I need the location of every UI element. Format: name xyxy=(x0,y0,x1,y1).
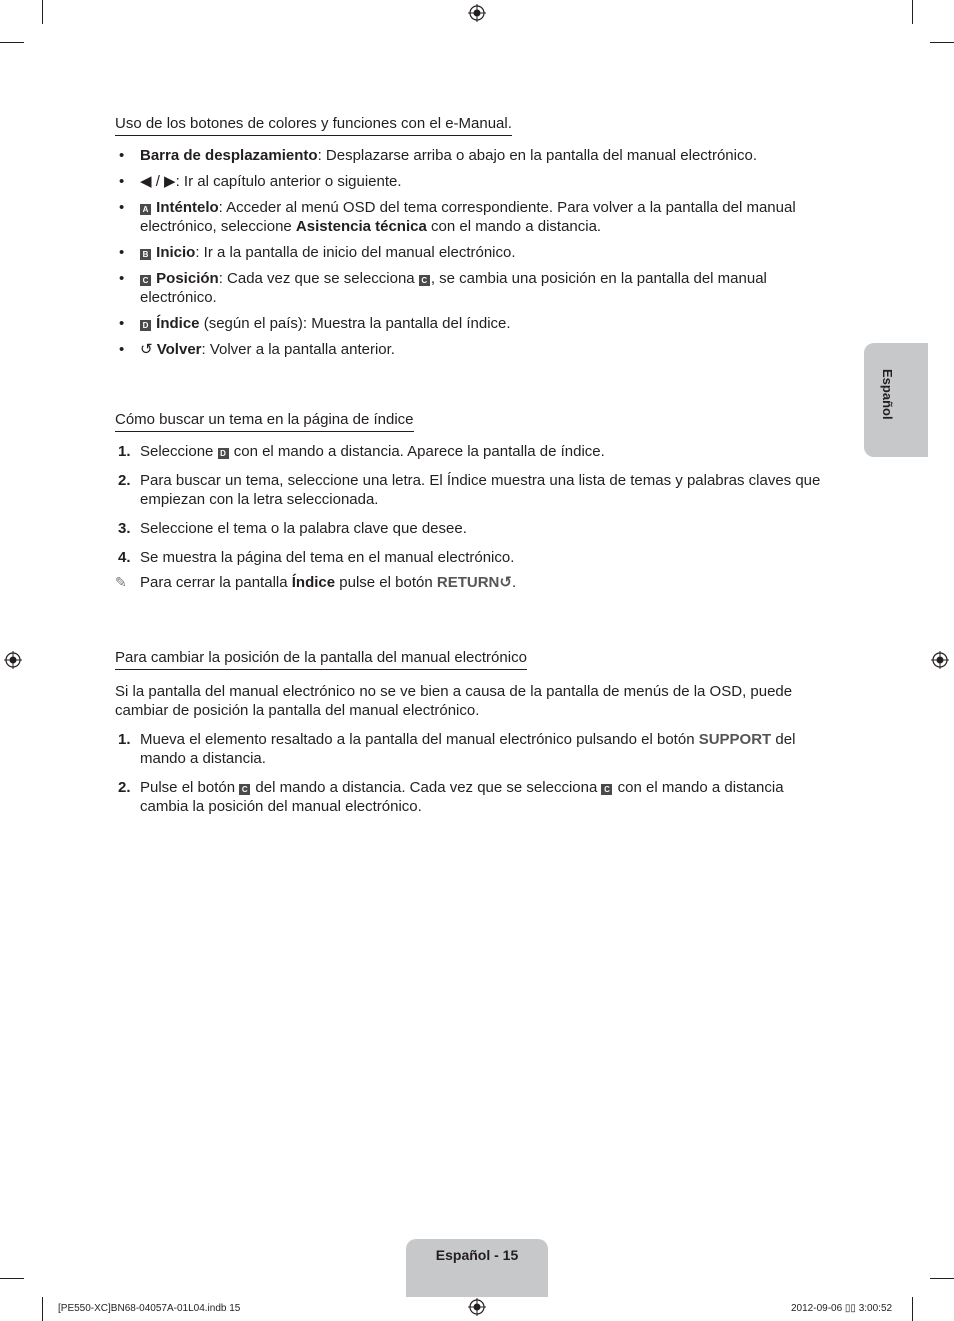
key-c-icon: C xyxy=(140,275,151,286)
key-d-icon: D xyxy=(140,320,151,331)
page-number-tab: Español - 15 xyxy=(406,1239,548,1297)
change-position-steps xyxy=(115,730,835,816)
language-side-tab xyxy=(864,343,928,457)
crop-mark xyxy=(912,1297,913,1321)
section-title-color-buttons: Uso de los botones de colores y funciones con el e-Manual. xyxy=(115,114,512,136)
crop-mark xyxy=(930,1278,954,1279)
footer-timestamp: 2012-09-06 ▯▯ 3:00:52 xyxy=(791,1303,893,1314)
section-title-index-search: Cómo buscar un tema en la página de índice xyxy=(115,410,414,432)
step-item: 2. Para buscar un tema, seleccione una letra. El Índice muestra una lista de temas y palabras claves que empiezan con la letra seleccionada. xyxy=(118,472,821,508)
left-right-arrows-icon: ◀ / ▶ xyxy=(140,173,176,190)
key-b-icon: B xyxy=(140,249,151,260)
crop-mark xyxy=(930,42,954,43)
crop-mark xyxy=(0,42,24,43)
footer-file-info: [PE550-XC]BN68-04057A-01L04.indb 15 xyxy=(58,1303,241,1314)
crop-mark xyxy=(0,1278,24,1279)
color-buttons-list xyxy=(115,146,835,359)
section-title-change-position: Para cambiar la posición de la pantalla del manual electrónico xyxy=(115,648,527,670)
registration-mark-icon xyxy=(468,1298,486,1316)
list-item: • C Posición: Cada vez que se selecciona C , se cambia una posición en la pantalla del manual electrónico. xyxy=(119,270,767,306)
list-item: • B Inicio: Ir a la pantalla de inicio del manual electrónico. xyxy=(119,244,516,261)
return-icon: ↺ xyxy=(140,341,153,358)
language-side-tab-label: Español xyxy=(880,369,895,420)
index-search-steps xyxy=(115,442,835,567)
intro-paragraph: Si la pantalla del manual electrónico no se ve bien a causa de la pantalla de menús de la OSD, puede cambiar de posición la pantalla del manual electrónico. xyxy=(115,683,793,719)
list-item: • ↺ Volver: Volver a la pantalla anterior. xyxy=(119,341,395,358)
crop-mark xyxy=(42,0,43,24)
key-c-icon: C xyxy=(239,784,250,795)
key-a-icon: A xyxy=(140,204,151,215)
step-item: 4. Se muestra la página del tema en el manual electrónico. xyxy=(118,549,515,566)
note-pencil-icon: ✎ xyxy=(115,574,127,590)
registration-mark-icon xyxy=(468,4,486,22)
key-d-icon: D xyxy=(218,448,229,459)
list-item: • ◀ / ▶: Ir al capítulo anterior o siguiente. xyxy=(119,173,402,190)
step-item: 3. Seleccione el tema o la palabra clave que desee. xyxy=(118,520,467,537)
step-item: 1. Mueva el elemento resaltado a la pantalla del manual electrónico pulsando el botón SUPPORT del mando a distancia. xyxy=(118,731,796,767)
key-c-icon: C xyxy=(419,275,430,286)
list-item: • D Índice (según el país): Muestra la pantalla del índice. xyxy=(119,315,511,332)
key-c-icon: C xyxy=(601,784,612,795)
registration-mark-icon xyxy=(931,651,949,669)
note: ✎ Para cerrar la pantalla Índice pulse el botón RETURN↺. xyxy=(115,574,517,591)
list-item: • A Inténtelo: Acceder al menú OSD del tema correspondiente. Para volver a la pantalla del manual electrónico, seleccione Asistencia técnica con el mando a distancia. xyxy=(119,199,796,235)
page-content xyxy=(115,114,835,826)
step-item: 2. Pulse el botón C del mando a distancia. Cada vez que se selecciona C con el mando a distancia cambia la posición del manual electrónico. xyxy=(118,779,784,815)
registration-mark-icon xyxy=(4,651,22,669)
list-item: • Barra de desplazamiento: Desplazarse arriba o abajo en la pantalla del manual electrónico. xyxy=(119,147,757,164)
step-item: 1. Seleccione D con el mando a distancia. Aparece la pantalla de índice. xyxy=(118,443,605,460)
crop-mark xyxy=(912,0,913,24)
crop-mark xyxy=(42,1297,43,1321)
